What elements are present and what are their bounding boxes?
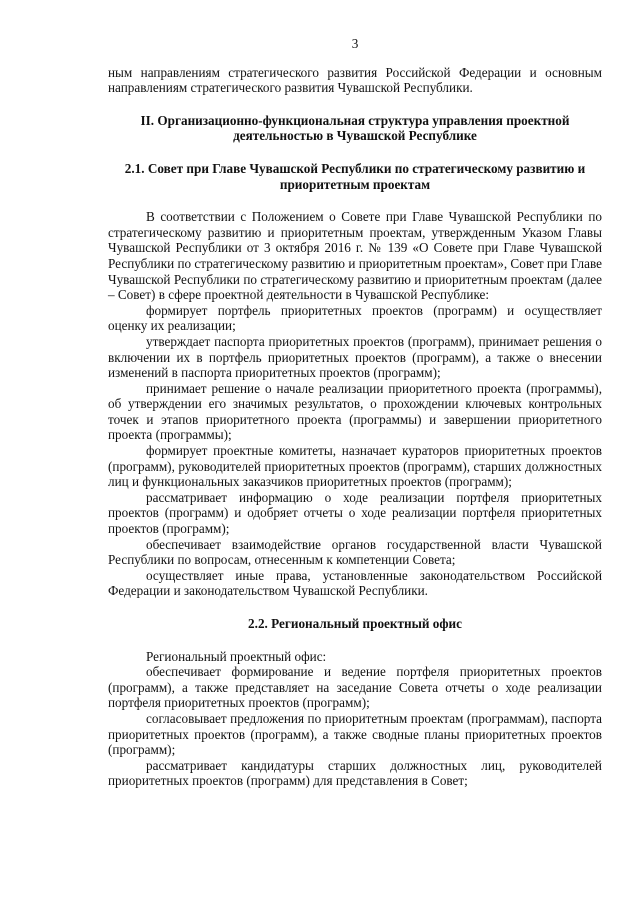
paragraph: рассматривает информацию о ходе реализации портфеля приоритетных проектов (программ) и одобряет отчеты о ходе реализации портфеля приоритетных проектов (программ); <box>108 489 602 537</box>
subsection-2-2-heading: 2.2. Региональный проектный офис <box>248 616 462 631</box>
paragraph: формирует проектные комитеты, назначает кураторов приоритетных проектов (программ), руководителей приоритетных проектов (программ), старших должностных лиц и функциональных заказчиков приоритетных проектов (программ); <box>108 443 602 490</box>
paragraph: В соответствии с Положением о Совете при Главе Чувашской Республики по стратегическому развитию и приоритетным проектам, утвержденным Указом Главы Чувашской Республики от 3 октября 2016 г. № 139 «О Совете при Главе Чувашской Республики по стратегическому развитию и приоритетным проектам», Совет при Главе Чувашской Республики по стратегическому развитию и приоритетным проектам (далее – Совет) в сфере проектной деятельности в Чувашской Республике: <box>108 209 602 303</box>
paragraph: рассматривает кандидатуры старших должностных лиц, руководителей приоритетных проектов (программ) для представления в Совет; <box>108 757 602 789</box>
paragraph: принимает решение о начале реализации приоритетного проекта (программы), об утверждении его значимых результатов, о прохождении ключевых контрольных точек и этапов приоритетного проекта (программы) и завершении приоритетного проекта (программы); <box>108 380 602 443</box>
intro-paragraph: ным направлениям стратегического развития Российской Федерации и основным направлениям стратегического развития Чувашской Республики. <box>108 64 602 96</box>
subsection-2-1-body <box>108 209 602 599</box>
paragraph: утверждает паспорта приоритетных проектов (программ), принимает решения о включении их в портфель приоритетных проектов (программ), а также о внесении изменений в паспорта приоритетных проектов (программ); <box>108 333 602 381</box>
subsection-2-1-heading: 2.1. Совет при Главе Чувашской Республики по стратегическому развитию и приоритетным проектам <box>124 160 586 192</box>
paragraph: обеспечивает взаимодействие органов государственной власти Чувашской Республики по вопросам, отнесенным к компетенции Совета; <box>108 536 602 568</box>
page-number: 3 <box>351 36 359 51</box>
paragraph: согласовывает предложения по приоритетным проектам (программам), паспорта приоритетных проектов (программ), а также сводные планы приоритетных проектов (программ); <box>108 710 602 758</box>
paragraph: Региональный проектный офис: <box>146 648 327 664</box>
subsection-2-2-body <box>108 649 602 789</box>
document-page <box>108 36 602 789</box>
section-2-heading: II. Организационно-функциональная структура управления проектной деятельностью в Чувашской Республике <box>140 112 570 144</box>
paragraph: осуществляет иные права, установленные законодательством Российской Федерации и законодательством Чувашской Республики. <box>108 567 602 599</box>
paragraph: формирует портфель приоритетных проектов (программ) и осуществляет оценку их реализации; <box>108 302 602 334</box>
paragraph: обеспечивает формирование и ведение портфеля приоритетных проектов (программ), а также представляет на заседание Совета отчеты о ходе реализации портфеля приоритетных проектов (программ); <box>108 664 602 711</box>
